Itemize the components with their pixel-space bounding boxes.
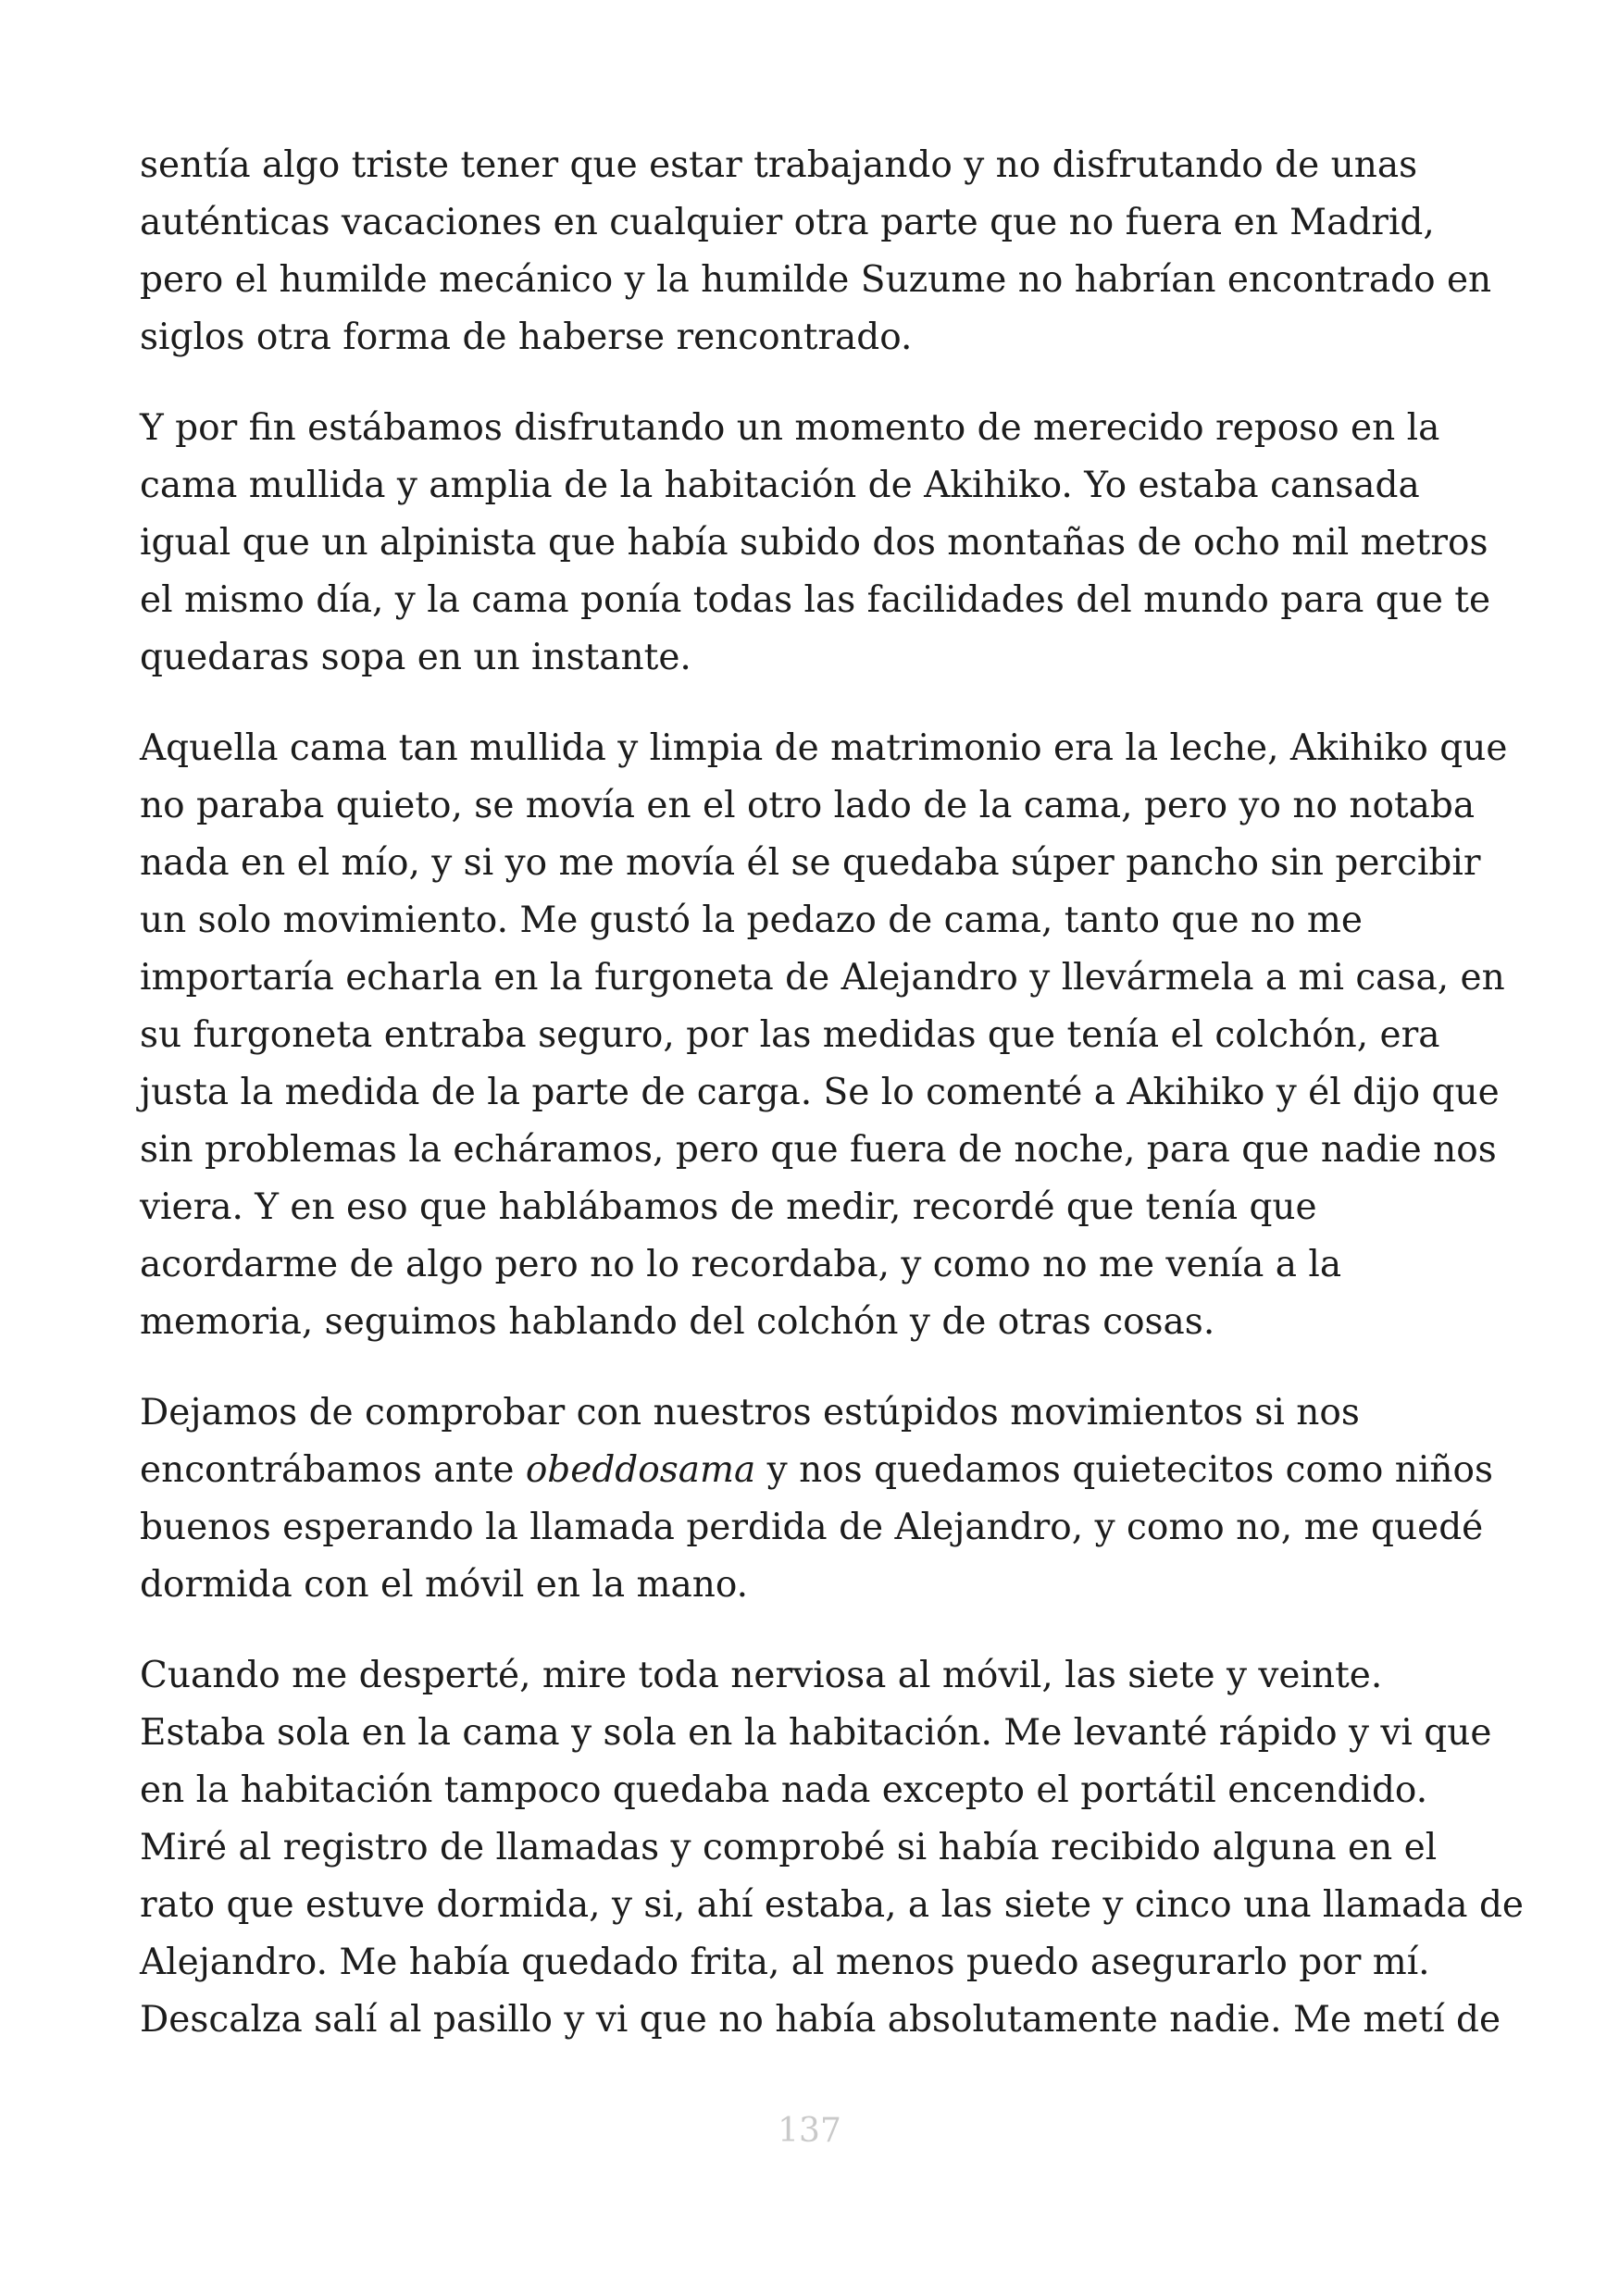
text-line: dormida con el móvil en la mano. [140,1564,749,1606]
text-line: quedaras sopa en un instante. [140,637,691,678]
text-line: acordarme de algo pero no lo recordaba, y como no me venía a la [140,1244,1342,1285]
text-line: Miré al registro de llamadas y comprobé si había recibido alguna en el [140,1827,1438,1868]
text-line: un solo movimiento. Me gustó la pedazo de cama, tanto que no me [140,900,1363,941]
text-line: sentía algo triste tener que estar trabajando y no disfrutando de unas [140,144,1418,186]
text-line: Estaba sola en la cama y sola en la habitación. Me levanté rápido y vi que [140,1712,1492,1754]
text-line: importaría echarla en la furgoneta de Alejandro y llevármela a mi casa, en [140,957,1505,999]
page-number: 137 [778,2112,841,2150]
text-line: Y por fin estábamos disfrutando un momento de merecido reposo en la [140,407,1440,449]
paragraph [140,137,1501,366]
text-line: memoria, seguimos hablando del colchón y de otras cosas. [140,1301,1215,1343]
text-line: Aquella cama tan mullida y limpia de matrimonio era la leche, Akihiko que [140,727,1508,769]
text-line: igual que un alpinista que había subido dos montañas de ocho mil metros [140,522,1488,564]
text-line: Descalza salí al pasillo y vi que no había absolutamente nadie. Me metí de [140,1999,1501,2041]
paragraph [140,1647,1524,2049]
text-line: Dejamos de comprobar con nuestros estúpidos movimientos si nos [140,1392,1360,1433]
text-segment: encontrábamos ante [140,1449,526,1491]
text-segment: y nos quedamos quietecitos como niños [755,1449,1493,1491]
text-line: nada en el mío, y si yo me movía él se quedaba súper pancho sin percibir [140,842,1481,884]
text-line: Alejandro. Me había quedado frita, al menos puedo asegurarlo por mí. [140,1942,1430,1983]
text-line: sin problemas la echáramos, pero que fuera de noche, para que nadie nos [140,1129,1497,1171]
text-line: pero el humilde mecánico y la humilde Suzume no habrían encontrado en [140,259,1492,301]
text-line: en la habitación tampoco quedaba nada excepto el portátil encendido. [140,1769,1428,1811]
text-line: rato que estuve dormida, y si, ahí estaba, a las siete y cinco una llamada de [140,1884,1524,1926]
paragraph [140,400,1501,687]
text-line: justa la medida de la parte de carga. Se lo comenté a Akihiko y él dijo que [140,1072,1500,1113]
text-line: siglos otra forma de haberse rencontrado. [140,316,913,358]
text-line: cama mullida y amplia de la habitación de Akihiko. Yo estaba cansada [140,465,1420,506]
text-line: el mismo día, y la cama ponía todas las facilidades del mundo para que te [140,579,1491,621]
text-line: buenos esperando la llamada perdida de Alejandro, y como no, me quedé [140,1507,1484,1548]
text-line: auténticas vacaciones en cualquier otra parte que no fuera en Madrid, [140,202,1435,243]
text-line: Cuando me desperté, mire toda nerviosa al móvil, las siete y veinte. [140,1655,1383,1696]
paragraph [140,720,1508,1351]
text-line: no paraba quieto, se movía en el otro lado de la cama, pero yo no notaba [140,785,1476,826]
paragraph [140,1384,1501,1614]
text-line: su furgoneta entraba seguro, por las medidas que tenía el colchón, era [140,1014,1440,1056]
text-line: viera. Y en eso que hablábamos de medir, recordé que tenía que [140,1186,1317,1228]
body-text [140,137,1524,2082]
text-line [140,1442,1501,1499]
italic-term: obeddosama [525,1449,756,1491]
